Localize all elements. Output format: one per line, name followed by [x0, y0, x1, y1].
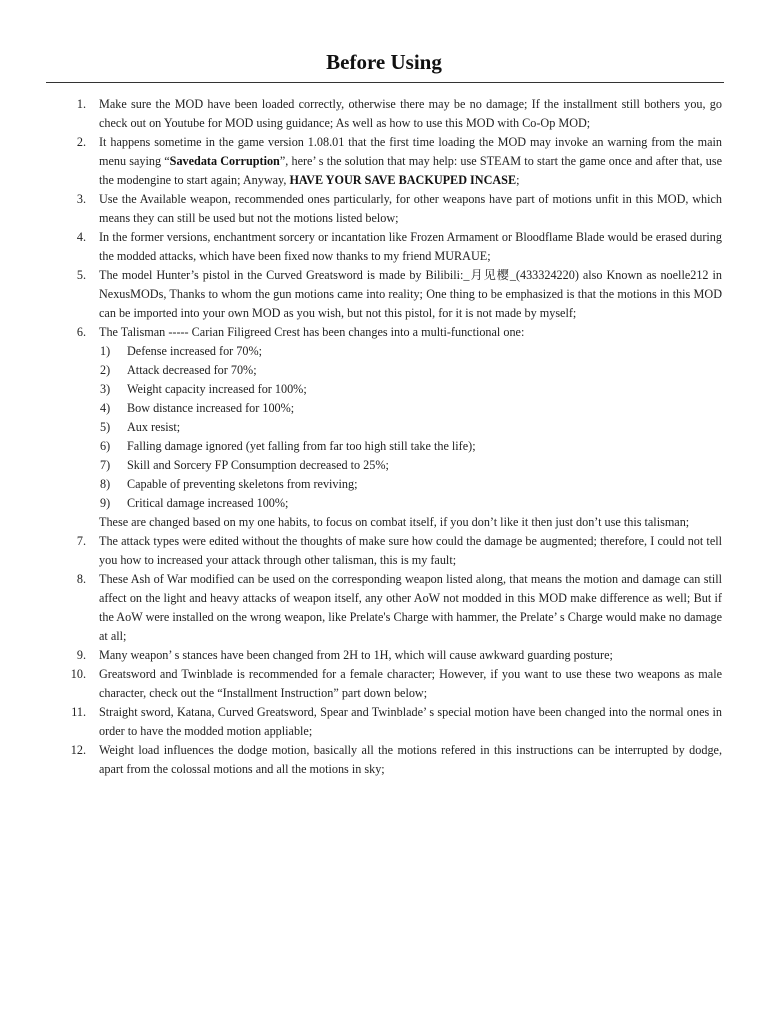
item-text: These Ash of War modified can be used on the corresponding weapon listed along, that means the motion and damage can still affect on the light and heavy attacks of weapon itself, any other AoW not modded in this MOD make difference as well; But if the AoW were installed on the wrong weapon, like Prelate's Charge with hammer, the Prelate’ s Charge would make no damage at all; [99, 572, 722, 643]
talisman-sub-item [0, 361, 768, 380]
item-number: 3. [76, 192, 86, 206]
list-item [0, 665, 768, 703]
item-number: 10. [70, 667, 86, 681]
list-item [0, 703, 768, 741]
item-text: ”, here’ s the solution that may help: use STEAM to start the game once and after that, use the modengine to start again; Anyway, [99, 154, 722, 187]
list-item [0, 570, 768, 646]
item-text: The Talisman ----- Carian Filigreed Crest has been changes into a multi-functional one: [99, 325, 525, 339]
title-divider [46, 82, 724, 83]
list-item [0, 95, 768, 133]
item-text: In the former versions, enchantment sorcery or incantation like Frozen Armament or Bloodflame Blade would be erased during the modded attacks, which have been fixed now thanks to my friend MURAUE; [99, 230, 722, 263]
list-item [0, 266, 768, 323]
sub-item-number: 5) [100, 420, 111, 434]
sub-item-number: 7) [100, 458, 111, 472]
item-text: The model Hunter’s pistol in the Curved Greatsword is made by Bilibili:_月见樱_(433324220) also Known as noelle212 in NexusMODs, Thanks to whom the gun motions came into reality; One thing to be emphasized is that the motions in this MOD can be imported into your own MOD as you wish, but not this pistol, for it is not made by myself; [99, 268, 722, 320]
list-item [0, 228, 768, 266]
page-title: Before Using [326, 50, 442, 74]
item-text: Straight sword, Katana, Curved Greatsword, Spear and Twinblade’ s special motion have been changed into the normal ones in order to have the modded motion appliable; [99, 705, 722, 738]
sub-item-number: 4) [100, 401, 111, 415]
item-text: Weight load influences the dodge motion, basically all the motions refered in this instructions can be interrupted by dodge, apart from the colossal motions and all the motions in sky; [99, 743, 722, 776]
talisman-sub-item [0, 475, 768, 494]
list-item [0, 741, 768, 779]
sub-item-text: Attack decreased for 70%; [127, 363, 257, 377]
item-text: Many weapon’ s stances have been changed from 2H to 1H, which will cause awkward guarding posture; [99, 648, 613, 662]
sub-item-text: Capable of preventing skeletons from reviving; [127, 477, 358, 491]
sub-item-text: Critical damage increased 100%; [127, 496, 289, 510]
sub-item-text: Defense increased for 70%; [127, 344, 263, 358]
sub-item-text: Skill and Sorcery FP Consumption decreased to 25%; [127, 458, 389, 472]
item-number: 4. [76, 230, 86, 244]
item-number: 8. [76, 572, 86, 586]
talisman-sub-item [0, 437, 768, 456]
list-item [0, 190, 768, 228]
list-item [0, 532, 768, 570]
instruction-list [0, 95, 768, 779]
talisman-sub-item [0, 380, 768, 399]
item-text-bold: Savedata Corruption [169, 154, 280, 168]
item-text: Use the Available weapon, recommended ones particularly, for other weapons have part of motions unfit in this MOD, which means they can still be used but not the motions listed below; [99, 192, 722, 225]
sub-item-text: Bow distance increased for 100%; [127, 401, 295, 415]
item-text: It happens sometime in the game version 1.08.01 that the first time loading the MOD may invoke an warning from the main menu saying “ [99, 135, 722, 168]
item-number: 2. [76, 135, 86, 149]
sub-item-number: 9) [100, 496, 111, 510]
sub-item-number: 2) [100, 363, 111, 377]
item-number: 7. [76, 534, 86, 548]
talisman-sub-item [0, 418, 768, 437]
list-item [0, 323, 768, 342]
item-text-bold: HAVE YOUR SAVE BACKUPED INCASE [289, 173, 517, 187]
talisman-sub-item [0, 399, 768, 418]
item-text: Greatsword and Twinblade is recommended for a female character; However, if you want to use these two weapons as male character, check out the “Installment Instruction” part down below; [99, 667, 722, 700]
sub-item-number: 3) [100, 382, 111, 396]
item-number: 1. [76, 97, 86, 111]
item-number: 9. [76, 648, 86, 662]
item-number: 5. [76, 268, 86, 282]
talisman-sub-item [0, 342, 768, 361]
sub-item-number: 6) [100, 439, 111, 453]
talisman-sub-item [0, 456, 768, 475]
talisman-note: These are changed based on my one habits, to focus on combat itself, if you don’t like it then just don’t use this talisman; [99, 515, 690, 529]
item-text: ; [516, 173, 520, 187]
talisman-sub-item [0, 494, 768, 513]
item-number: 6. [76, 325, 86, 339]
list-item [0, 646, 768, 665]
item-number: 12. [70, 743, 86, 757]
item-number: 11. [71, 705, 86, 719]
list-item [0, 133, 768, 190]
sub-item-text: Falling damage ignored (yet falling from far too high still take the life); [127, 439, 476, 453]
sub-item-text: Aux resist; [127, 420, 181, 434]
sub-item-number: 1) [100, 344, 111, 358]
sub-item-text: Weight capacity increased for 100%; [127, 382, 307, 396]
item-text: Make sure the MOD have been loaded correctly, otherwise there may be no damage; If the installment still bothers you, go check out on Youtube for MOD using guidance; As well as how to use this MOD with Co-Op MOD; [99, 97, 722, 130]
sub-item-number: 8) [100, 477, 111, 491]
item-text: The attack types were edited without the thoughts of make sure how could the damage be augmented; therefore, I could not tell you how to increased your attack through other talisman, this is my fault; [99, 534, 722, 567]
